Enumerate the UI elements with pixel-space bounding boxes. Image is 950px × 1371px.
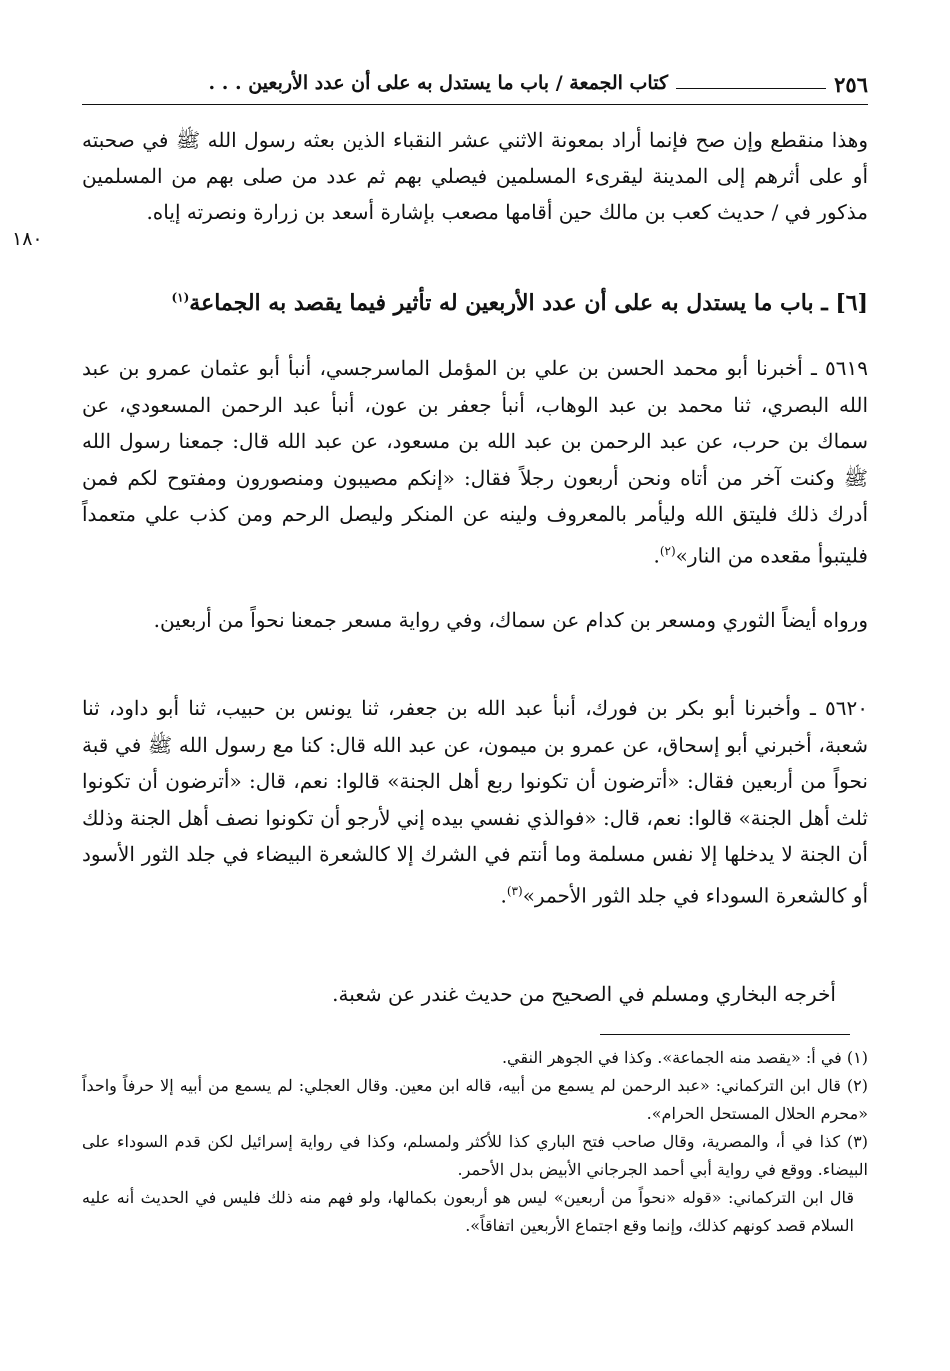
- footnote-ref-1: (١): [171, 290, 190, 305]
- hadith-5619-end: .: [653, 543, 660, 568]
- header-divider: [82, 104, 868, 105]
- takhrij-line: أخرجه البخاري ومسلم في الصحيح من حديث غندر عن شعبة.: [332, 982, 836, 1006]
- footnote-separator: [600, 1034, 850, 1035]
- intro-paragraph: وهذا منقطع وإن صح فإنما أراد بمعونة الاثني عشر النقباء الذين بعثه رسول الله ﷺ في صحبته أو على أثرهم إلى المدينة ليقرىء المسلمين فيصلي بهم ثم عدد من صلى بهم من المسلمين مذكور في / حديث كعب بن مالك حين أقامها مصعب بإشارة أسعد بن زرارة ونصرته إياه.: [82, 128, 868, 224]
- footnote-3-continued: قال ابن التركماني: «قوله «نحواً من أربعين» ليس هو أربعون بكمالها، ولو فهم منه ذلك فليس في الحديث أنه عليه السلام قصد كونهم كذلك، وإنما وقع اجتماع الأربعين اتفاقاً».: [82, 1188, 855, 1235]
- margin-page-number: ١٨٠: [12, 228, 43, 250]
- riwaya-paragraph: ورواه أيضاً الثوري ومسعر بن كدام عن سماك، وفي رواية مسعر جمعنا نحواً من أربعين.: [153, 608, 868, 632]
- footnote-1: (١) في أ: «يقصد منه الجماعة». وكذا في الجوهر النقي.: [501, 1048, 868, 1067]
- chapter-heading-text: [٦] ـ باب ما يستدل به على أن عدد الأربعين له تأثير فيما يقصد به الجماعة: [189, 290, 868, 316]
- running-title: كتاب الجمعة / باب ما يستدل به على أن عدد الأربعين . . .: [208, 72, 668, 94]
- footnote-ref-3: (٣): [506, 883, 523, 898]
- page-header: [82, 70, 868, 110]
- footnote-3: (٣) كذا في أ، والمصرية، وقال صاحب فتح الباري كذا للأكثر ولمسلم، وكذا في رواية إسرائيل لكن قدم السوداء على البيضاء. ووقع في رواية أبي أحمد الجرجاني الأبيض بدل الأحمر.: [82, 1132, 868, 1179]
- hadith-5620-end: .: [500, 883, 507, 908]
- hadith-5619-text: ٥٦١٩ ـ أخبرنا أبو محمد الحسن بن علي بن المؤمل الماسرجسي، أنبأ أبو عثمان عمرو بن عبد الله البصري، ثنا محمد بن عبد الوهاب، أنبأ جعفر بن عون، أنبأ عبد الرحمن المسعودي، عن سماك بن حرب، عن عبد الرحمن بن عبد الله بن مسعود، عن عبد الله قال: جمعنا رسول الله ﷺ وكنت آخر من أتاه ونحن أربعون رجلاً فقال: «إنكم مصيبون ومنصورون ومفتوح لكم فمن أدرك ذلك فليتق الله وليأمر بالمعروف ولينه عن المنكر وليصل الرحم ومن كذب علي متعمداً فليتبوأ مقعده من النار»: [82, 356, 868, 568]
- hadith-5620: [82, 690, 868, 914]
- footnotes: [82, 1044, 868, 1240]
- header-rule: [676, 88, 826, 89]
- footnote-2: (٢) قال ابن التركماني: «عبد الرحمن لم يسمع من أبيه، قاله ابن معين. وقال العجلي: لم يسمع من أبيه إلا حرفاً واحداً «محرم الحلال المستحل الحرام».: [82, 1076, 868, 1123]
- footnote-ref-2: (٢): [659, 543, 676, 558]
- hadith-5619: [82, 350, 868, 574]
- page-number: ٢٥٦: [834, 72, 868, 97]
- chapter-heading: [82, 290, 868, 316]
- hadith-5620-text: ٥٦٢٠ ـ وأخبرنا أبو بكر بن فورك، أنبأ عبد الله بن جعفر، ثنا يونس بن حبيب، ثنا أبو داود، ثنا شعبة، أخبرني أبو إسحاق، عن عمرو بن ميمون، عن عبد الله قال: كنا مع رسول الله ﷺ في قبة نحواً من أربعين فقال: «أترضون أن تكونوا ربع أهل الجنة» قالوا: نعم، قال: «أترضون أن تكونوا ثلث أهل الجنة» قالوا: نعم، قال: «فوالذي نفسي بيده إني لأرجو أن تكونوا نصف أهل الجنة وذلك أن الجنة لا يدخلها إلا نفس مسلمة وما أنتم في الشرك إلا كالشعرة البيضاء في جلد الثور الأسود أو كالشعرة السوداء في جلد الثور الأحمر»: [82, 696, 868, 908]
